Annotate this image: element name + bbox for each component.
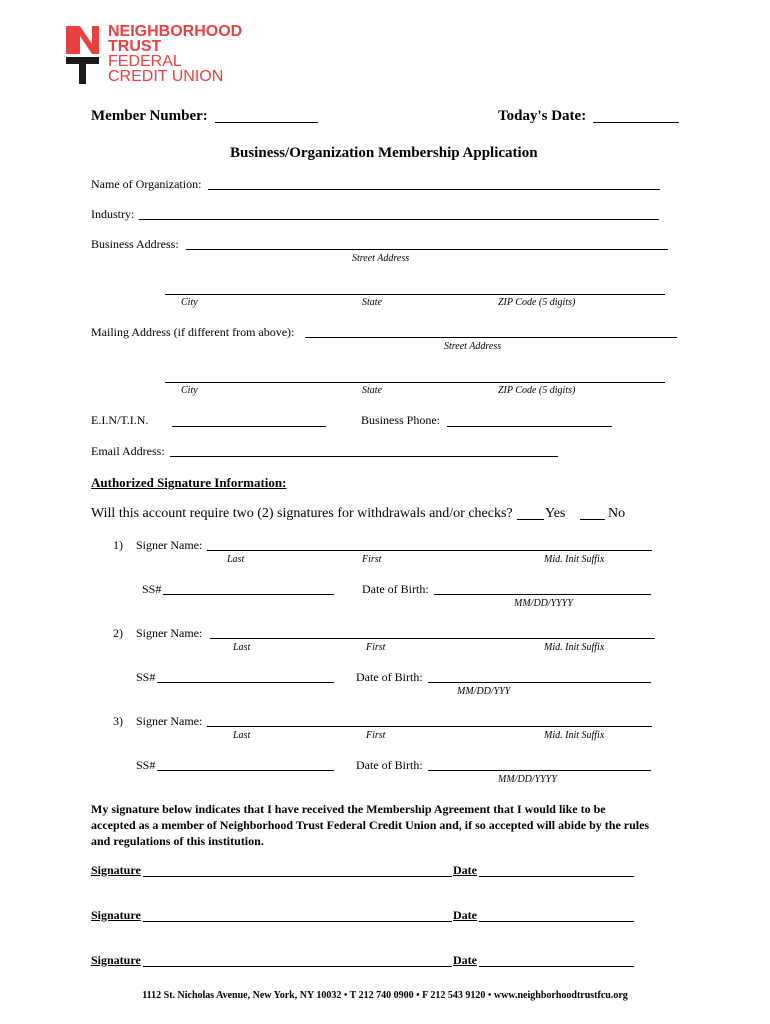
mailing-address-label: Mailing Address (if different from above): (91, 325, 295, 339)
signature-2-date-field[interactable] (479, 921, 634, 922)
signer-3-last-caption: Last (233, 730, 251, 741)
todays-date-label: Today's Date: (498, 108, 587, 124)
business-city-caption: City (181, 297, 198, 308)
logo-text-credit-union: CREDIT UNION (108, 68, 224, 85)
ein-field[interactable] (172, 426, 326, 427)
signature-3-field[interactable] (143, 966, 452, 967)
signer-2-dob-field[interactable] (428, 682, 651, 683)
yes-label: Yes (545, 506, 566, 521)
mailing-city-state-zip-field[interactable] (165, 382, 665, 383)
two-signatures-question: Will this account require two (2) signatures for withdrawals and/or checks? (91, 506, 513, 521)
mailing-zip-caption: ZIP Code (5 digits) (498, 385, 576, 396)
agreement-line-1: My signature below indicates that I have received the Membership Agreement that I would like to be (91, 802, 606, 816)
signer-3-name-field[interactable] (207, 726, 652, 727)
industry-field[interactable] (139, 219, 659, 220)
signer-2-last-caption: Last (233, 642, 251, 653)
signer-2-ss-field[interactable] (157, 682, 334, 683)
signer-2-mid-caption: Mid. Init Suffix (544, 642, 605, 653)
agreement-line-2: accepted as a member of Neighborhood Trust Federal Credit Union and, if so accepted will abide by the rules (91, 818, 650, 832)
email-field[interactable] (170, 456, 558, 457)
org-name-label: Name of Organization: (91, 177, 202, 191)
signature-3-date-field[interactable] (479, 966, 634, 967)
signer-2-ss-label: SS# (136, 670, 156, 684)
agreement-line-3: and regulations of this institution. (91, 834, 264, 848)
signer-1-first-caption: First (362, 554, 382, 565)
signer-2-name-label: Signer Name: (136, 626, 203, 640)
business-city-state-zip-field[interactable] (165, 294, 665, 295)
signer-1-mid-caption: Mid. Init Suffix (544, 554, 605, 565)
signer-2-dob-format: MM/DD/YYY (457, 686, 511, 697)
signature-1-label: Signature (91, 863, 141, 877)
page-title: Business/Organization Membership Application (230, 145, 538, 161)
signature-1-field[interactable] (143, 876, 452, 877)
signer-3-dob-format: MM/DD/YYYY (498, 774, 557, 785)
yes-blank[interactable] (517, 519, 544, 520)
email-label: Email Address: (91, 444, 165, 458)
logo-text-federal: FEDERAL (108, 53, 182, 70)
logo-text-neighborhood: NEIGHBORHOOD (108, 23, 243, 40)
signer-3-dob-label: Date of Birth: (356, 758, 423, 772)
logo-mark-icon (66, 26, 100, 84)
todays-date-field[interactable] (593, 122, 679, 123)
signature-3-label: Signature (91, 953, 141, 967)
no-blank[interactable] (580, 519, 605, 520)
signer-1-ss-label: SS# (142, 582, 162, 596)
signer-3-name-label: Signer Name: (136, 714, 203, 728)
signer-1-last-caption: Last (227, 554, 245, 565)
member-number-field[interactable] (215, 122, 318, 123)
org-name-field[interactable] (208, 189, 660, 190)
signer-3-number: 3) (113, 714, 123, 728)
signer-2-dob-label: Date of Birth: (356, 670, 423, 684)
mailing-city-caption: City (181, 385, 198, 396)
signer-2-number: 2) (113, 626, 123, 640)
signer-2-name-field[interactable] (210, 638, 655, 639)
business-street-field[interactable] (186, 249, 668, 250)
signer-3-first-caption: First (366, 730, 386, 741)
business-phone-field[interactable] (447, 426, 612, 427)
signer-1-name-field[interactable] (207, 550, 652, 551)
signature-1-date-label: Date (453, 863, 477, 877)
business-street-caption: Street Address (352, 253, 410, 264)
business-address-label: Business Address: (91, 237, 179, 251)
mailing-street-field[interactable] (305, 337, 677, 338)
footer-contact: 1112 St. Nicholas Avenue, New York, NY 10032 • T 212 740 0900 • F 212 543 9120 • www.neighborhoodtrustfcu.org (142, 990, 628, 1001)
signer-1-name-label: Signer Name: (136, 538, 203, 552)
no-label: No (608, 506, 626, 521)
ein-label: E.I.N/T.I.N. (91, 413, 149, 427)
business-phone-label: Business Phone: (361, 413, 441, 427)
signer-1-dob-format: MM/DD/YYYY (514, 598, 573, 609)
member-number-label: Member Number: (91, 108, 208, 124)
business-zip-caption: ZIP Code (5 digits) (498, 297, 576, 308)
industry-label: Industry: (91, 207, 135, 221)
signature-1-date-field[interactable] (479, 876, 634, 877)
mailing-street-caption: Street Address (444, 341, 502, 352)
signature-2-label: Signature (91, 908, 141, 922)
signer-2-first-caption: First (366, 642, 386, 653)
signer-3-dob-field[interactable] (428, 770, 651, 771)
signer-3-ss-field[interactable] (157, 770, 334, 771)
logo-text-trust: TRUST (108, 38, 162, 55)
signer-3-mid-caption: Mid. Init Suffix (544, 730, 605, 741)
auth-heading: Authorized Signature Information: (91, 475, 287, 490)
signer-3-ss-label: SS# (136, 758, 156, 772)
signer-1-dob-field[interactable] (434, 594, 651, 595)
signature-2-field[interactable] (143, 921, 452, 922)
mailing-state-caption: State (362, 385, 382, 396)
signer-1-ss-field[interactable] (163, 594, 334, 595)
signature-2-date-label: Date (453, 908, 477, 922)
signature-3-date-label: Date (453, 953, 477, 967)
logo (66, 24, 286, 86)
signer-1-number: 1) (113, 538, 123, 552)
signer-1-dob-label: Date of Birth: (362, 582, 429, 596)
business-state-caption: State (362, 297, 382, 308)
